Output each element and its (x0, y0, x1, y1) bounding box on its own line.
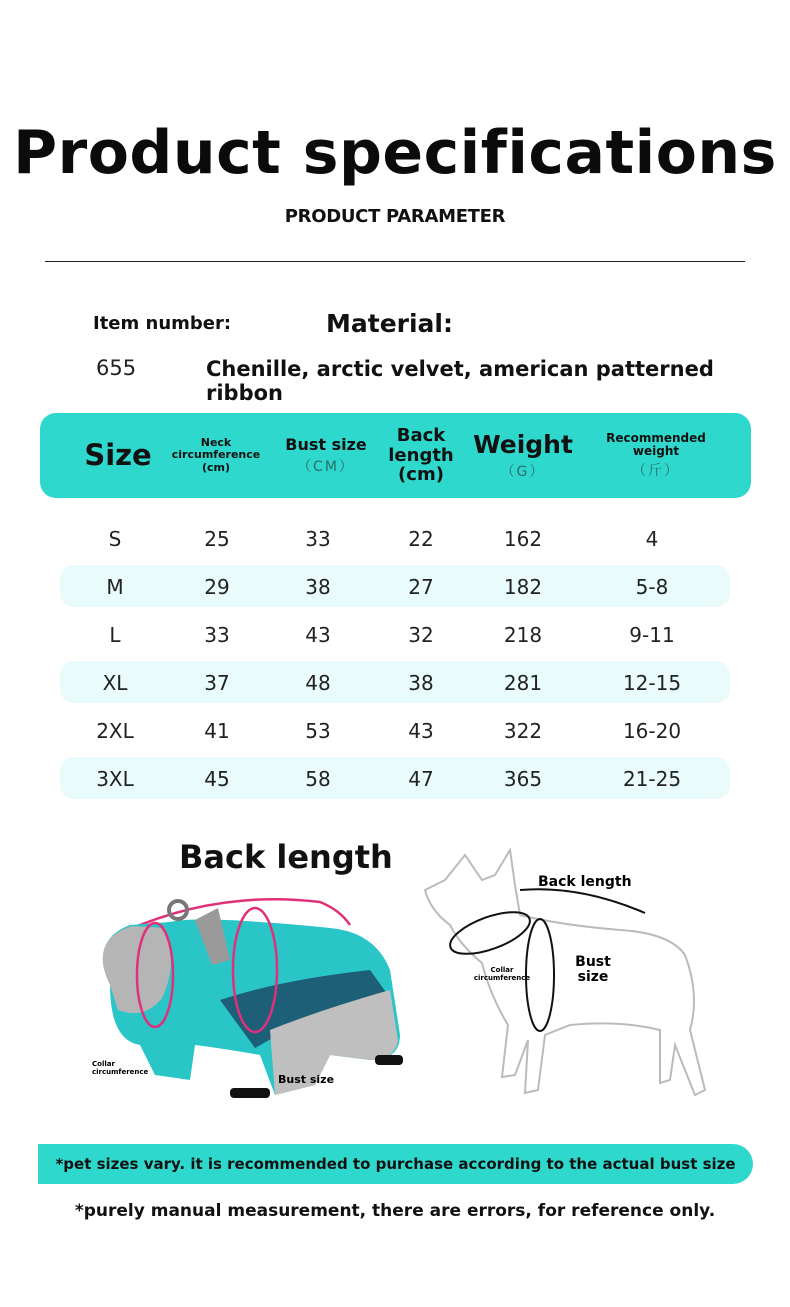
header-rec-line2: weight (632, 443, 680, 458)
back-length-title: Back length (179, 838, 393, 876)
table-cell: 41 (204, 719, 230, 743)
table-cell: 281 (503, 671, 543, 695)
material-value: Chenille, arctic velvet, american patterned ribbon (206, 357, 714, 405)
table-cell: 182 (503, 575, 543, 599)
table-cell: 58 (305, 767, 331, 791)
header-weight-line1: Weight (473, 430, 573, 460)
table-cell: 38 (408, 671, 434, 695)
table-cell: M (106, 575, 124, 599)
table-cell: 33 (204, 623, 230, 647)
header-weight-unit: （G） (500, 463, 546, 480)
table-cell: 3XL (96, 767, 134, 791)
divider (45, 261, 745, 262)
header-neck-line1: Neck (200, 436, 232, 450)
table-cell: 33 (305, 527, 331, 551)
header-size-label: Size (84, 437, 152, 472)
table-cell: 218 (503, 623, 543, 647)
table-cell: L (109, 623, 121, 647)
table-cell: 43 (305, 623, 331, 647)
header-rec-line1: Recommended (606, 430, 706, 445)
table-cell: 16-20 (622, 719, 682, 743)
header-neck-line3: (cm) (201, 460, 231, 474)
dog-collar-label: Collar circumference (473, 966, 531, 982)
table-cell: 21-25 (622, 767, 682, 791)
table-cell: 12-15 (622, 671, 682, 695)
table-cell: 43 (408, 719, 434, 743)
dog-bust-label: Bust size (575, 954, 611, 985)
table-cell: 25 (204, 527, 230, 551)
header-rec-unit: （斤） (632, 462, 680, 479)
header-bust-line1: Bust size (285, 435, 367, 454)
table-cell: 22 (408, 527, 434, 551)
table-cell: 4 (645, 527, 659, 551)
dog-coat-illustration (70, 870, 410, 1120)
header-neck-line2: circumference (171, 448, 261, 462)
table-cell: 365 (503, 767, 543, 791)
table-cell: 29 (204, 575, 230, 599)
dog-outline-illustration (420, 845, 720, 1125)
header-back-line1: Back (396, 424, 446, 446)
table-cell: 48 (305, 671, 331, 695)
header-recommended (593, 413, 719, 498)
table-cell: 162 (503, 527, 543, 551)
bust-size-note: *pet sizes vary. it is recommended to purchase according to the actual bust size (55, 1155, 736, 1173)
table-cell: 47 (408, 767, 434, 791)
header-weight (448, 413, 598, 498)
page-title: Product specifications (13, 118, 777, 188)
table-cell: S (108, 527, 122, 551)
material-label: Material: (326, 309, 453, 338)
table-cell: 45 (204, 767, 230, 791)
table-cell: 37 (204, 671, 230, 695)
header-neck (156, 413, 276, 498)
page-subtitle: PRODUCT PARAMETER (284, 206, 506, 227)
table-cell: 322 (503, 719, 543, 743)
header-back-line2: length (388, 444, 454, 466)
table-cell: 38 (305, 575, 331, 599)
item-number-value: 655 (96, 356, 137, 380)
table-cell: 32 (408, 623, 434, 647)
coat-collar-label: Collar circumference (92, 1060, 149, 1076)
item-number-label: Item number: (93, 313, 232, 334)
table-cell: XL (102, 671, 128, 695)
table-cell: 53 (305, 719, 331, 743)
table-cell: 27 (408, 575, 434, 599)
dog-back-length-label: Back length (538, 874, 632, 890)
table-cell: 2XL (96, 719, 134, 743)
table-cell: 5-8 (635, 575, 669, 599)
coat-bust-label: Bust size (278, 1073, 335, 1086)
measurement-note: *purely manual measurement, there are errors, for reference only. (74, 1201, 716, 1221)
header-back-line3: (cm) (398, 464, 444, 486)
size-table-header (40, 413, 751, 498)
header-bust-unit: （CM） (297, 458, 355, 475)
table-cell: 9-11 (629, 623, 675, 647)
